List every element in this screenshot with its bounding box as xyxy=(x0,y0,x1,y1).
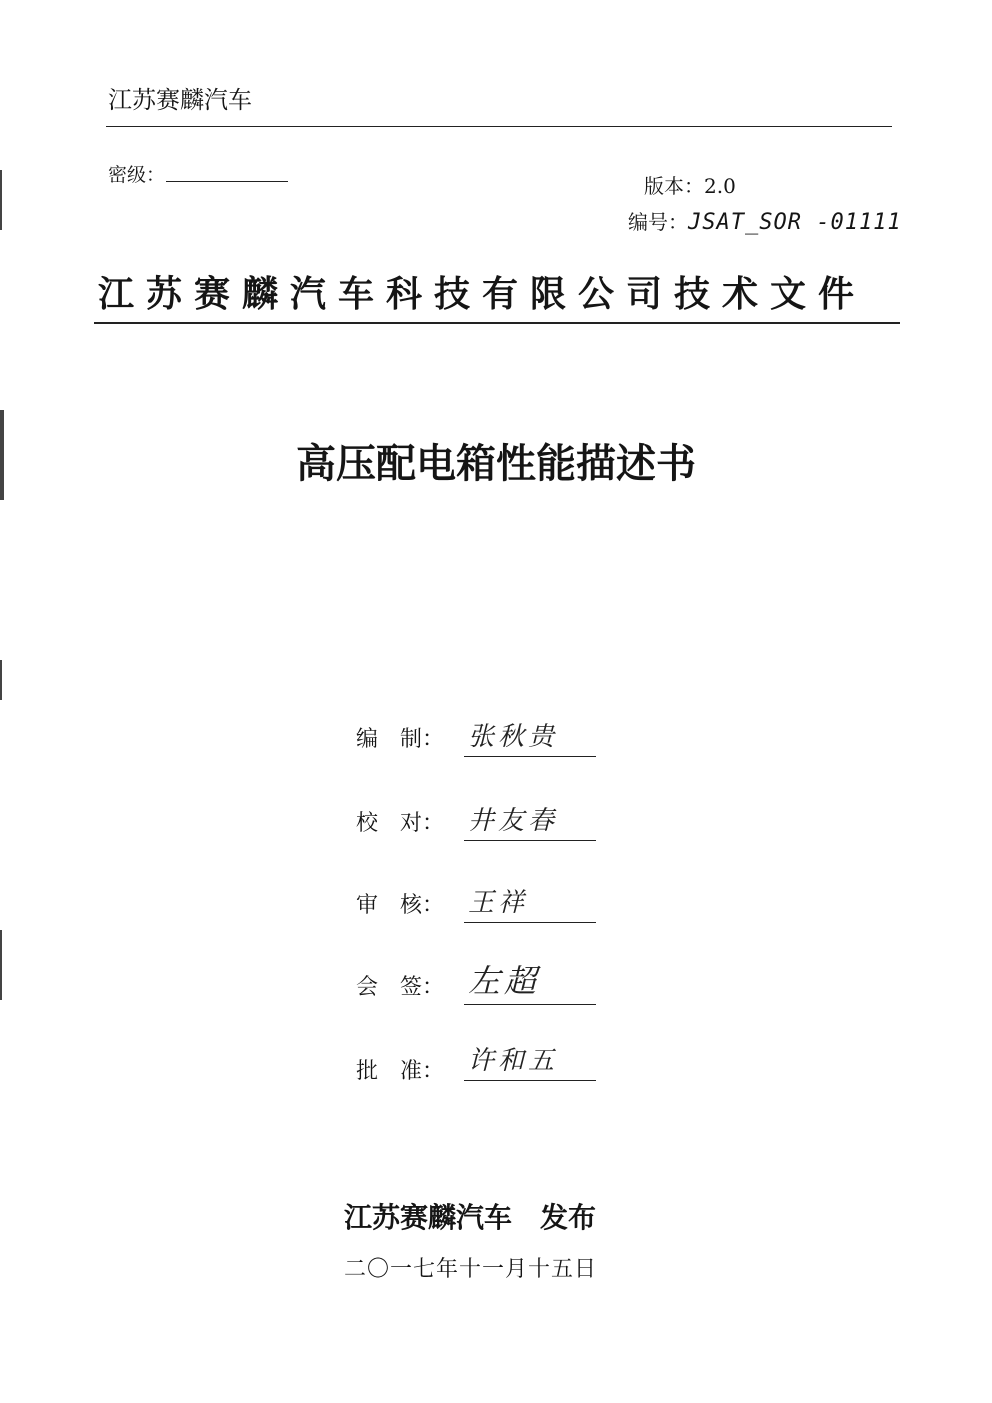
header-rule xyxy=(106,126,892,127)
signature-row-compiled xyxy=(356,722,616,762)
signature-name: 井友春 xyxy=(468,806,559,836)
version: 版本：2.0 xyxy=(644,174,736,198)
signature-line xyxy=(464,756,596,757)
signature-name: 王祥 xyxy=(468,888,529,918)
document-number-value: JSAT_SOR -01111 xyxy=(688,210,902,235)
secrecy-line xyxy=(166,181,288,182)
company-banner: 江苏赛麟汽车科技有限公司技术文件 xyxy=(98,274,867,315)
secrecy-label: 密级： xyxy=(108,164,166,186)
signature-label: 审 核： xyxy=(356,893,445,918)
document-title: 高压配电箱性能描述书 xyxy=(296,441,696,487)
signature-line xyxy=(464,1080,596,1081)
signature-line xyxy=(464,922,596,923)
signature-row-approve xyxy=(356,1046,616,1094)
signature-row-countersign xyxy=(356,962,616,1010)
header-company: 江苏赛麟汽车 xyxy=(108,86,252,114)
signature-line xyxy=(464,840,596,841)
signature-label: 校 对： xyxy=(356,811,445,836)
banner-rule xyxy=(94,322,900,324)
publisher: 江苏赛麟汽车 发布 xyxy=(344,1201,597,1234)
publish-date: 二〇一七年十一月十五日 xyxy=(344,1257,598,1282)
scan-edge-mark xyxy=(0,930,2,1000)
document-number xyxy=(628,206,902,235)
signature-name: 张秋贵 xyxy=(468,722,559,752)
scan-edge-mark xyxy=(0,660,2,700)
signature-label: 会 签： xyxy=(356,975,445,1000)
signature-label: 编 制： xyxy=(356,727,445,752)
signature-label: 批 准： xyxy=(356,1059,445,1084)
signature-row-proofread xyxy=(356,806,616,846)
signature-name: 左超 xyxy=(468,962,541,1000)
scan-edge-mark xyxy=(0,170,2,230)
signature-line xyxy=(464,1004,596,1005)
signature-row-review xyxy=(356,888,616,928)
signature-name: 许和五 xyxy=(468,1046,559,1076)
document-number-label: 编号： xyxy=(628,210,688,234)
